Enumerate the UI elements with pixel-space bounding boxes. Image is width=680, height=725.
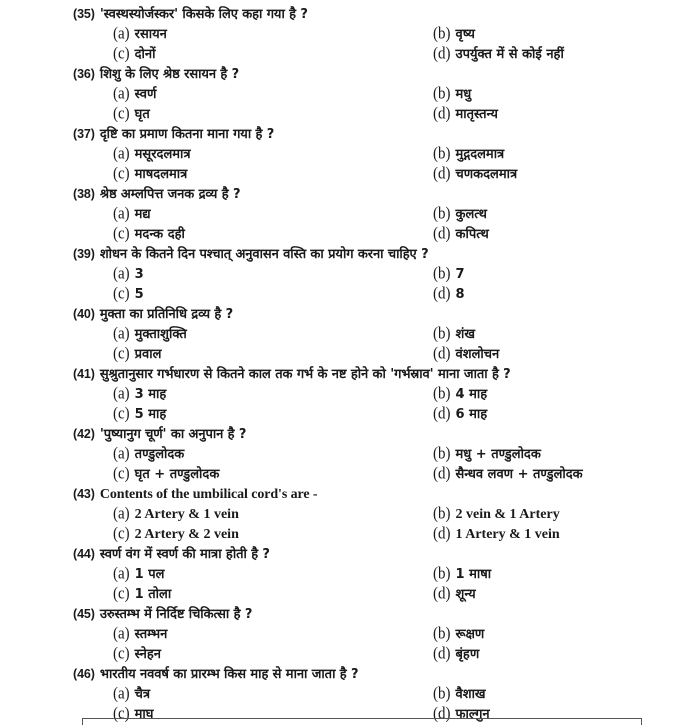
option-label: (b) [433, 265, 451, 283]
question-text-line [73, 664, 358, 684]
option-label: (b) [433, 505, 451, 523]
option-text: मातृस्तन्य [455, 107, 498, 122]
question-number: (42) [73, 427, 95, 441]
option-label: (a) [113, 325, 130, 343]
question-text-line [73, 544, 270, 564]
option-c [113, 44, 156, 64]
question-text: उरुस्तम्भ में निर्दिष्ट चिकित्सा है ? [99, 607, 253, 622]
option-text: मुद्गदलमात्र [455, 147, 505, 162]
option-a [113, 24, 167, 44]
option-c [113, 344, 161, 364]
question-text: भारतीय नववर्ष का प्रारम्भ किस माह से माना जाता है ? [99, 667, 359, 682]
question-block [0, 602, 680, 662]
question-number: (38) [73, 187, 95, 201]
option-text: 2 Artery & 1 vein [134, 507, 239, 522]
option-text: वैशाख [455, 687, 486, 702]
option-text: शंख [455, 327, 475, 342]
option-c [113, 284, 144, 304]
option-d [433, 44, 564, 64]
option-text: घृत + तण्डुलोदक [134, 467, 220, 482]
option-label: (c) [113, 405, 130, 423]
option-d [433, 644, 479, 664]
option-label: (d) [433, 465, 451, 483]
option-a [113, 84, 156, 104]
option-label: (d) [433, 405, 451, 423]
option-text: 3 माह [134, 387, 167, 402]
question-number: (44) [73, 547, 95, 561]
option-label: (c) [113, 525, 130, 543]
option-label: (c) [113, 285, 130, 303]
option-c [113, 644, 161, 664]
option-d [433, 224, 489, 244]
question-block [0, 62, 680, 122]
option-label: (c) [113, 45, 130, 63]
option-b [433, 84, 471, 104]
option-label: (a) [113, 445, 130, 463]
option-label: (d) [433, 285, 451, 303]
option-b [433, 264, 465, 284]
question-block [0, 242, 680, 302]
question-text-line [73, 424, 246, 444]
question-number: (43) [73, 487, 95, 501]
option-a [113, 624, 167, 644]
option-a [113, 264, 144, 284]
option-text: 7 [455, 267, 465, 282]
option-text: शून्य [455, 587, 476, 602]
question-text: दृष्टि का प्रमाण कितना माना गया है ? [99, 127, 275, 142]
option-a [113, 384, 166, 404]
option-label: (d) [433, 105, 451, 123]
option-text: फाल्गुन [455, 707, 490, 722]
option-b [433, 444, 541, 464]
option-label: (c) [113, 105, 130, 123]
question-number: (36) [73, 67, 95, 81]
question-text-line [73, 184, 240, 204]
option-label: (b) [433, 25, 451, 43]
question-block [0, 542, 680, 602]
option-label: (a) [113, 685, 130, 703]
question-text: शोधन के कितने दिन पश्चात् अनुवासन वस्ति का प्रयोग करना चाहिए ? [99, 247, 429, 262]
option-text: दोनों [134, 47, 156, 62]
option-label: (d) [433, 45, 451, 63]
question-number: (37) [73, 127, 95, 141]
question-text: Contents of the umbilical cord's are - [99, 487, 318, 502]
option-text: चैत्र [134, 687, 151, 702]
option-a [113, 204, 151, 224]
option-b [433, 684, 486, 704]
option-a [113, 444, 184, 464]
question-block [0, 182, 680, 242]
question-text: सुश्रुतानुसार गर्भधारण से कितने काल तक गर्भ के नष्ट होने को 'गर्भस्राव' माना जाता है ? [99, 367, 511, 382]
option-d [433, 524, 560, 544]
question-list [0, 2, 680, 722]
option-text: 5 माह [134, 407, 167, 422]
option-label: (c) [113, 165, 130, 183]
option-label: (a) [113, 265, 130, 283]
option-text: मद्य [134, 207, 151, 222]
option-label: (d) [433, 225, 451, 243]
option-label: (d) [433, 165, 451, 183]
question-text: 'स्वस्थस्योर्जस्कर' किसके लिए कहा गया है ? [99, 7, 308, 22]
option-text: रूक्षण [455, 627, 485, 642]
option-text: 8 [455, 287, 465, 302]
option-label: (d) [433, 345, 451, 363]
option-a [113, 504, 239, 524]
option-d [433, 584, 476, 604]
option-text: 5 [134, 287, 144, 302]
option-c [113, 224, 185, 244]
option-text: 1 पल [134, 567, 165, 582]
option-a [113, 684, 150, 704]
option-text: 2 Artery & 2 vein [134, 527, 239, 542]
question-block [0, 482, 680, 542]
question-text: 'पुष्यानुग चूर्ण' का अनुपान है ? [99, 427, 247, 442]
option-label: (b) [433, 565, 451, 583]
question-number: (40) [73, 307, 95, 321]
option-d [433, 344, 499, 364]
option-text: वृष्य [455, 27, 475, 42]
question-text-line [73, 124, 274, 144]
option-text: 4 माह [455, 387, 488, 402]
option-d [433, 284, 465, 304]
option-c [113, 164, 187, 184]
question-text: स्वर्ण वंग में स्वर्ण की मात्रा होती है ? [99, 547, 270, 562]
option-label: (b) [433, 625, 451, 643]
option-label: (c) [113, 585, 130, 603]
option-label: (a) [113, 625, 130, 643]
question-text-line [73, 64, 239, 84]
question-number: (41) [73, 367, 95, 381]
question-number: (46) [73, 667, 95, 681]
option-text: माषदलमात्र [134, 167, 188, 182]
option-text: मदन्क दही [134, 227, 185, 242]
option-b [433, 504, 560, 524]
question-text-line [73, 4, 308, 24]
option-a [113, 144, 191, 164]
option-d [433, 104, 498, 124]
option-label: (b) [433, 385, 451, 403]
option-label: (d) [433, 645, 451, 663]
option-c [113, 404, 166, 424]
option-label: (a) [113, 25, 130, 43]
option-d [433, 464, 583, 484]
question-text-line [73, 364, 511, 384]
question-text-line [73, 304, 233, 324]
option-text: कुलत्थ [455, 207, 487, 222]
option-c [113, 464, 219, 484]
option-label: (a) [113, 85, 130, 103]
question-block [0, 662, 680, 722]
option-text: मसूरदलमात्र [134, 147, 191, 162]
question-text-line [73, 604, 252, 624]
option-a [113, 324, 187, 344]
option-text: 1 तोला [134, 587, 172, 602]
option-c [113, 104, 150, 124]
question-block [0, 422, 680, 482]
option-text: वंशलोचन [455, 347, 500, 362]
option-label: (b) [433, 685, 451, 703]
option-label: (c) [113, 645, 130, 663]
question-block [0, 302, 680, 362]
option-text: मधु + तण्डुलोदक [455, 447, 541, 462]
option-label: (c) [113, 345, 130, 363]
question-text: मुक्ता का प्रतिनिधि द्रव्य है ? [99, 307, 234, 322]
question-text-line [73, 484, 317, 504]
option-label: (d) [433, 585, 451, 603]
option-text: बृंहण [455, 647, 480, 662]
option-text: 2 vein & 1 Artery [455, 507, 560, 522]
option-b [433, 24, 475, 44]
option-text: सैन्धव लवण + तण्डुलोदक [455, 467, 583, 482]
option-b [433, 324, 475, 344]
option-text: घृत [134, 107, 150, 122]
option-label: (a) [113, 505, 130, 523]
option-d [433, 404, 487, 424]
question-text: शिशु के लिए श्रेष्ठ रसायन है ? [99, 67, 240, 82]
option-text: रसायन [134, 27, 167, 42]
option-label: (c) [113, 705, 130, 723]
option-label: (a) [113, 145, 130, 163]
option-d [433, 164, 517, 184]
question-number: (39) [73, 247, 95, 261]
option-label: (c) [113, 225, 130, 243]
option-text: चणकदलमात्र [455, 167, 518, 182]
option-text: उपर्युक्त में से कोई नहीं [455, 47, 564, 62]
option-text: माघ [134, 707, 154, 722]
option-text: तण्डुलोदक [134, 447, 185, 462]
question-number: (45) [73, 607, 95, 621]
option-label: (b) [433, 325, 451, 343]
option-text: स्नेहन [134, 647, 161, 662]
option-label: (b) [433, 445, 451, 463]
question-block [0, 122, 680, 182]
option-text: 1 माषा [455, 567, 492, 582]
option-c [113, 584, 171, 604]
option-b [433, 624, 484, 644]
option-text: प्रवाल [134, 347, 162, 362]
option-text: 1 Artery & 1 vein [455, 527, 560, 542]
option-label: (a) [113, 205, 130, 223]
question-text-line [73, 244, 429, 264]
option-label: (d) [433, 705, 451, 723]
option-text: कपित्थ [455, 227, 489, 242]
question-block [0, 362, 680, 422]
option-label: (d) [433, 525, 451, 543]
option-text: मुक्ताशुक्ति [134, 327, 187, 342]
question-text: श्रेष्ठ अम्लपित्त जनक द्रव्य है ? [99, 187, 241, 202]
option-a [113, 564, 164, 584]
question-number: (35) [73, 7, 95, 21]
option-text: 3 [134, 267, 144, 282]
option-label: (b) [433, 85, 451, 103]
question-block [0, 2, 680, 62]
option-text: स्तम्भन [134, 627, 168, 642]
option-label: (c) [113, 465, 130, 483]
option-b [433, 204, 487, 224]
option-text: 6 माह [455, 407, 488, 422]
option-label: (a) [113, 565, 130, 583]
option-text: मधु [455, 87, 472, 102]
option-label: (b) [433, 205, 451, 223]
option-b [433, 384, 487, 404]
option-text: स्वर्ण [134, 87, 157, 102]
option-b [433, 564, 491, 584]
option-c [113, 524, 239, 544]
option-label: (a) [113, 385, 130, 403]
option-b [433, 144, 504, 164]
option-label: (b) [433, 145, 451, 163]
